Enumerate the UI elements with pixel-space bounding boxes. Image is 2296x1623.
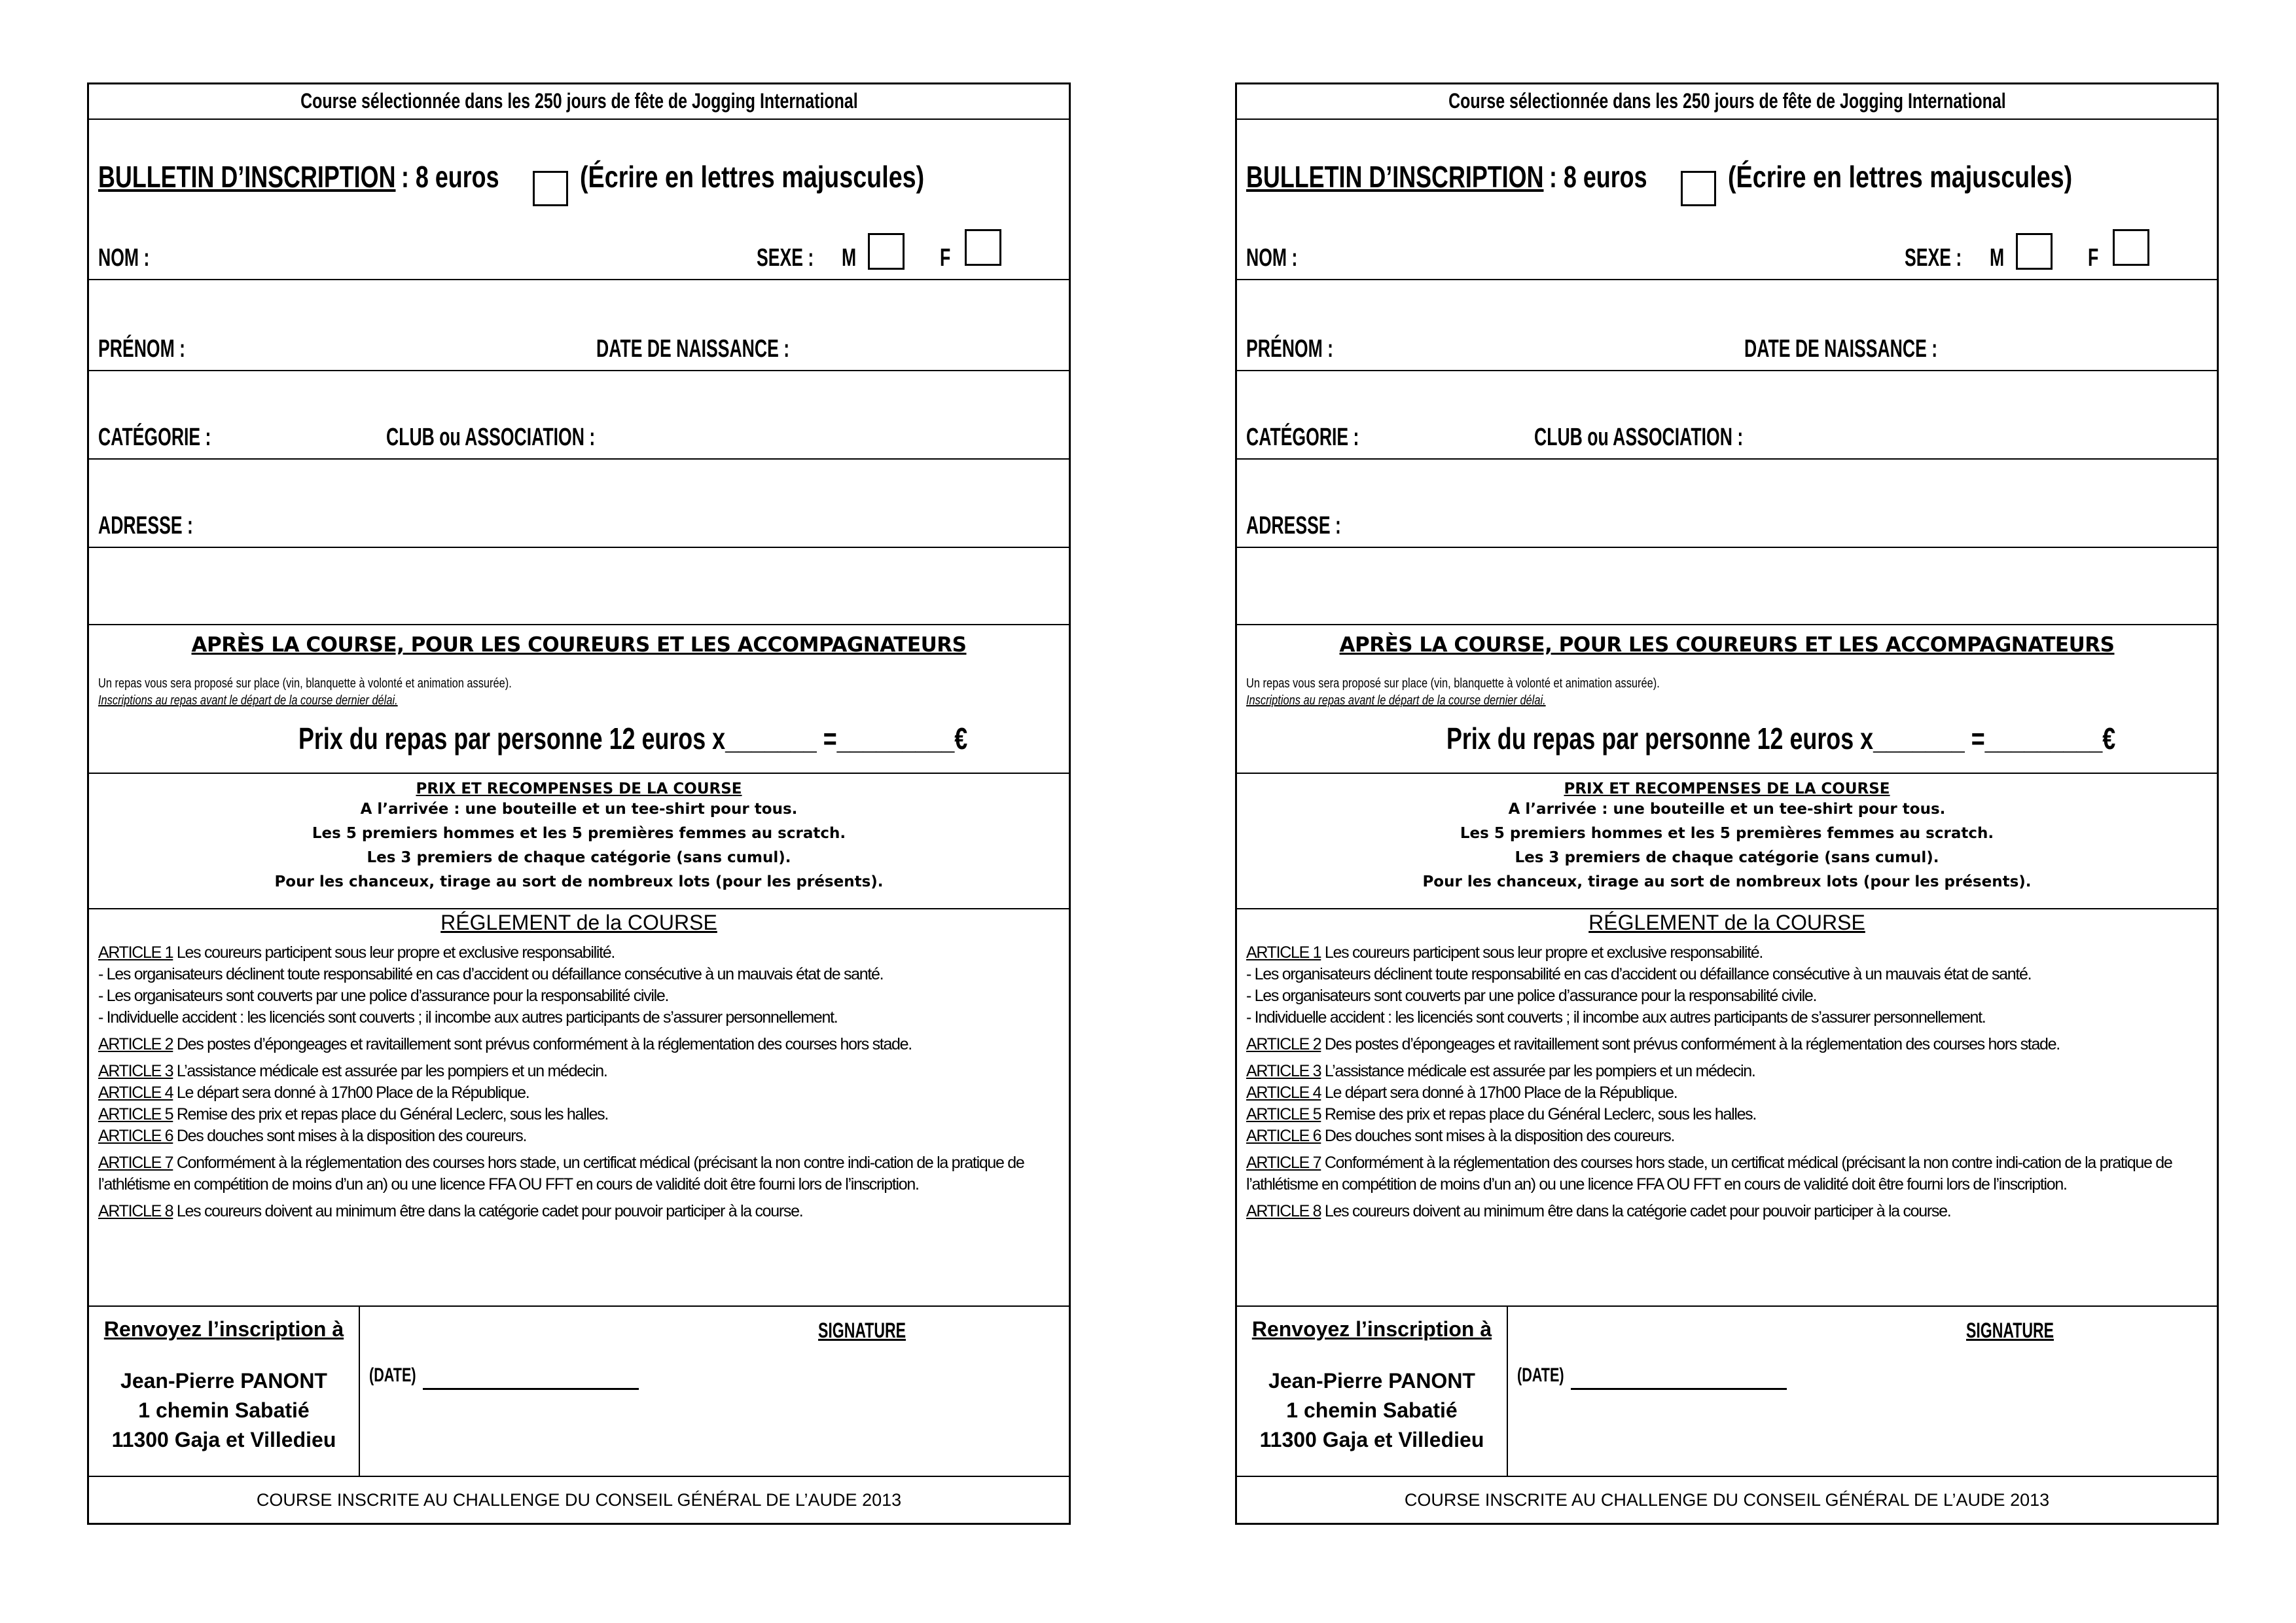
prenom-row[interactable]: [1237, 280, 2217, 371]
prix-title: PRIX ET RECOMPENSES DE LA COURSE: [416, 780, 742, 797]
article-1-line: - Individuelle accident : les licenciés sont couverts ; il incombe aux autres participants de s’assurer personnellement.: [98, 1008, 838, 1027]
apres-note-repas: Un repas vous sera proposé sur place (vin, blanquette à volonté et animation assurée).: [98, 676, 512, 691]
prix-line: Les 5 premiers hommes et les 5 premières femmes au scratch.: [312, 824, 846, 842]
bulletin-price: : 8 euros: [401, 159, 499, 194]
sexe-f-checkbox[interactable]: [965, 229, 1001, 266]
categorie-row[interactable]: [89, 371, 1069, 460]
date-field-line[interactable]: [423, 1388, 639, 1390]
article-7: ARTICLE 7 Conformément à la réglementation des courses hors stade, un certificat médical (précisant la non contre indi-cation de la pratique de l’athlétisme en compétition de moins d’un an) ou une licence FFA OU FFT en cours de validité doit être fourni lors de l’inscription.: [1246, 1153, 2172, 1194]
address-street: 1 chemin Sabatié: [1286, 1398, 1458, 1422]
signature-section: [89, 1307, 1069, 1478]
article-1-line: - Les organisateurs déclinent toute responsabilité en cas d’accident ou défaillance consécutive à un mauvais état de santé.: [98, 964, 884, 983]
adresse-row[interactable]: [89, 460, 1069, 548]
address-name: Jean-Pierre PANONT: [120, 1368, 327, 1393]
bulletin-section: [89, 120, 1069, 280]
header-text: Course sélectionnée dans les 250 jours de fête de Jogging International: [300, 89, 858, 113]
bulletin-instruction-wrap: [580, 159, 1000, 194]
sexe-m-label: M: [1990, 244, 2005, 272]
footer-text: COURSE INSCRITE AU CHALLENGE DU CONSEIL GÉNÉRAL DE L’AUDE 2013: [256, 1489, 902, 1510]
bulletin-title: BULLETIN D’INSCRIPTION: [98, 159, 396, 194]
categorie-label: CATÉGORIE :: [98, 424, 211, 452]
repas-price-line[interactable]: Prix du repas par personne 12 euros x_______ =_________€: [298, 721, 968, 756]
article-1: ARTICLE 1 Les coureurs participent sous leur propre et exclusive responsabilité.: [1246, 943, 1763, 962]
article-3: ARTICLE 3 L’assistance médicale est assurée par les pompiers et un médecin.: [98, 1061, 607, 1080]
repas-price-line[interactable]: Prix du repas par personne 12 euros x_______ =_________€: [1446, 721, 2116, 756]
form-header: [1237, 84, 2217, 120]
club-label: CLUB ou ASSOCIATION :: [386, 424, 596, 452]
article-4: ARTICLE 4 Le départ sera donné à 17h00 Place de la République.: [1246, 1083, 1677, 1102]
adresse-row-2[interactable]: [89, 548, 1069, 625]
renvoyez-label: Renvoyez l’inscription à: [1251, 1317, 1492, 1341]
apres-note-inscriptions: Inscriptions au repas avant le départ de la course dernier délai.: [1246, 693, 1546, 708]
apres-note-repas: Un repas vous sera proposé sur place (vin, blanquette à volonté et animation assurée).: [1246, 676, 1660, 691]
article-5: ARTICLE 5 Remise des prix et repas place du Général Leclerc, sous les halles.: [1246, 1104, 1757, 1123]
bulletin-section: [1237, 120, 2217, 280]
bulletin-line: [1246, 159, 1674, 194]
signature-label: SIGNATURE: [818, 1318, 906, 1342]
prix-line: Pour les chanceux, tirage au sort de nombreux lots (pour les présents).: [274, 873, 884, 890]
prenom-label: PRÉNOM :: [1246, 335, 1333, 363]
bulletin-title: BULLETIN D’INSCRIPTION: [1246, 159, 1544, 194]
sexe-label: SEXE :: [1905, 244, 1962, 272]
prix-line: A l’arrivée : une bouteille et un tee-shirt pour tous.: [360, 800, 798, 818]
renvoyez-label: Renvoyez l’inscription à: [103, 1317, 344, 1341]
bulletin-price: : 8 euros: [1549, 159, 1647, 194]
form-footer: [89, 1477, 1069, 1523]
prenom-label: PRÉNOM :: [98, 335, 185, 363]
prix-section: [89, 774, 1069, 909]
adresse-row-2[interactable]: [1237, 548, 2217, 625]
club-label: CLUB ou ASSOCIATION :: [1534, 424, 1744, 452]
bulletin-line: [98, 159, 526, 194]
prenom-row[interactable]: [89, 280, 1069, 371]
reglement-section: [89, 909, 1069, 1307]
reglement-title: RÉGLEMENT de la COURSE: [440, 910, 717, 934]
bulletin-instruction-wrap: [1728, 159, 2148, 194]
prix-section: [1237, 774, 2217, 909]
signature-label: SIGNATURE: [1966, 1318, 2054, 1342]
address-city: 11300 Gaja et Villedieu: [111, 1427, 336, 1451]
reglement-body: [1246, 942, 2208, 1228]
apres-title: APRÈS LA COURSE, POUR LES COUREURS ET LES ACCOMPAGNATEURS: [191, 632, 967, 657]
address-street: 1 chemin Sabatié: [138, 1398, 310, 1422]
sexe-f-label: F: [940, 244, 951, 272]
registration-form-left: [87, 82, 1071, 1525]
sexe-m-checkbox[interactable]: [868, 233, 905, 270]
apres-title: APRÈS LA COURSE, POUR LES COUREURS ET LES ACCOMPAGNATEURS: [1339, 632, 2115, 657]
return-address: [89, 1366, 359, 1455]
naissance-label: DATE DE NAISSANCE :: [1744, 335, 1938, 363]
prix-line: Pour les chanceux, tirage au sort de nombreux lots (pour les présents).: [1422, 873, 2032, 890]
article-1: ARTICLE 1 Les coureurs participent sous leur propre et exclusive responsabilité.: [98, 943, 615, 962]
article-4: ARTICLE 4 Le départ sera donné à 17h00 Place de la République.: [98, 1083, 529, 1102]
apres-course-section: [1237, 625, 2217, 774]
article-8: ARTICLE 8 Les coureurs doivent au minimum être dans la catégorie cadet pour pouvoir participer à la course.: [1246, 1201, 1951, 1220]
date-signature-block[interactable]: [360, 1307, 1069, 1476]
article-2: ARTICLE 2 Des postes d’épongeages et ravitaillement sont prévus conformément à la réglementation des courses hors stade.: [98, 1034, 912, 1053]
nom-label: NOM :: [98, 244, 150, 272]
article-7: ARTICLE 7 Conformément à la réglementation des courses hors stade, un certificat médical (précisant la non contre indi-cation de la pratique de l’athlétisme en compétition de moins d’un an) ou une licence FFA OU FFT en cours de validité doit être fourni lors de l’inscription.: [98, 1153, 1024, 1194]
date-field-line[interactable]: [1571, 1388, 1787, 1390]
adresse-row[interactable]: [1237, 460, 2217, 548]
return-address-block: [89, 1307, 360, 1476]
prix-line: Les 3 premiers de chaque catégorie (sans cumul).: [367, 848, 791, 866]
sexe-f-checkbox[interactable]: [2113, 229, 2149, 266]
prix-line: Les 5 premiers hommes et les 5 premières femmes au scratch.: [1460, 824, 1994, 842]
bulletin-instruction: (Écrire en lettres majuscules): [1728, 159, 2073, 194]
form-header: [89, 84, 1069, 120]
categorie-label: CATÉGORIE :: [1246, 424, 1359, 452]
reglement-body: [98, 942, 1060, 1228]
date-label: (DATE): [369, 1364, 416, 1386]
article-6: ARTICLE 6 Des douches sont mises à la disposition des coureurs.: [98, 1126, 527, 1145]
prix-title: PRIX ET RECOMPENSES DE LA COURSE: [1564, 780, 1890, 797]
return-address: [1237, 1366, 1507, 1455]
prix-line: A l’arrivée : une bouteille et un tee-shirt pour tous.: [1508, 800, 1946, 818]
payment-checkbox[interactable]: [1681, 171, 1716, 206]
article-3: ARTICLE 3 L’assistance médicale est assurée par les pompiers et un médecin.: [1246, 1061, 1755, 1080]
date-signature-block[interactable]: [1508, 1307, 2217, 1476]
bulletin-instruction: (Écrire en lettres majuscules): [580, 159, 925, 194]
article-2: ARTICLE 2 Des postes d’épongeages et ravitaillement sont prévus conformément à la réglementation des courses hors stade.: [1246, 1034, 2060, 1053]
return-address-block: [1237, 1307, 1508, 1476]
reglement-section: [1237, 909, 2217, 1307]
apres-note-inscriptions: Inscriptions au repas avant le départ de la course dernier délai.: [98, 693, 398, 708]
adresse-label: ADRESSE :: [1246, 512, 1341, 540]
reglement-title: RÉGLEMENT de la COURSE: [1588, 910, 1865, 934]
signature-section: [1237, 1307, 2217, 1478]
footer-text: COURSE INSCRITE AU CHALLENGE DU CONSEIL GÉNÉRAL DE L’AUDE 2013: [1404, 1489, 2050, 1510]
article-1-line: - Individuelle accident : les licenciés sont couverts ; il incombe aux autres participants de s’assurer personnellement.: [1246, 1008, 1986, 1027]
sexe-m-label: M: [842, 244, 857, 272]
payment-checkbox[interactable]: [533, 171, 568, 206]
address-city: 11300 Gaja et Villedieu: [1259, 1427, 1484, 1451]
sexe-m-checkbox[interactable]: [2016, 233, 2053, 270]
apres-course-section: [89, 625, 1069, 774]
adresse-label: ADRESSE :: [98, 512, 193, 540]
registration-form-right: [1235, 82, 2219, 1525]
form-footer: [1237, 1477, 2217, 1523]
article-1-line: - Les organisateurs déclinent toute responsabilité en cas d’accident ou défaillance consécutive à un mauvais état de santé.: [1246, 964, 2032, 983]
article-1-line: - Les organisateurs sont couverts par une police d’assurance pour la responsabilité civile.: [98, 986, 669, 1005]
address-name: Jean-Pierre PANONT: [1268, 1368, 1475, 1393]
article-1-line: - Les organisateurs sont couverts par une police d’assurance pour la responsabilité civile.: [1246, 986, 1817, 1005]
prix-line: Les 3 premiers de chaque catégorie (sans cumul).: [1515, 848, 1939, 866]
categorie-row[interactable]: [1237, 371, 2217, 460]
article-5: ARTICLE 5 Remise des prix et repas place du Général Leclerc, sous les halles.: [98, 1104, 609, 1123]
sexe-f-label: F: [2088, 244, 2099, 272]
header-text: Course sélectionnée dans les 250 jours de fête de Jogging International: [1448, 89, 2006, 113]
naissance-label: DATE DE NAISSANCE :: [596, 335, 790, 363]
date-label: (DATE): [1517, 1364, 1564, 1386]
article-6: ARTICLE 6 Des douches sont mises à la disposition des coureurs.: [1246, 1126, 1675, 1145]
nom-label: NOM :: [1246, 244, 1298, 272]
sexe-label: SEXE :: [757, 244, 814, 272]
article-8: ARTICLE 8 Les coureurs doivent au minimum être dans la catégorie cadet pour pouvoir participer à la course.: [98, 1201, 803, 1220]
